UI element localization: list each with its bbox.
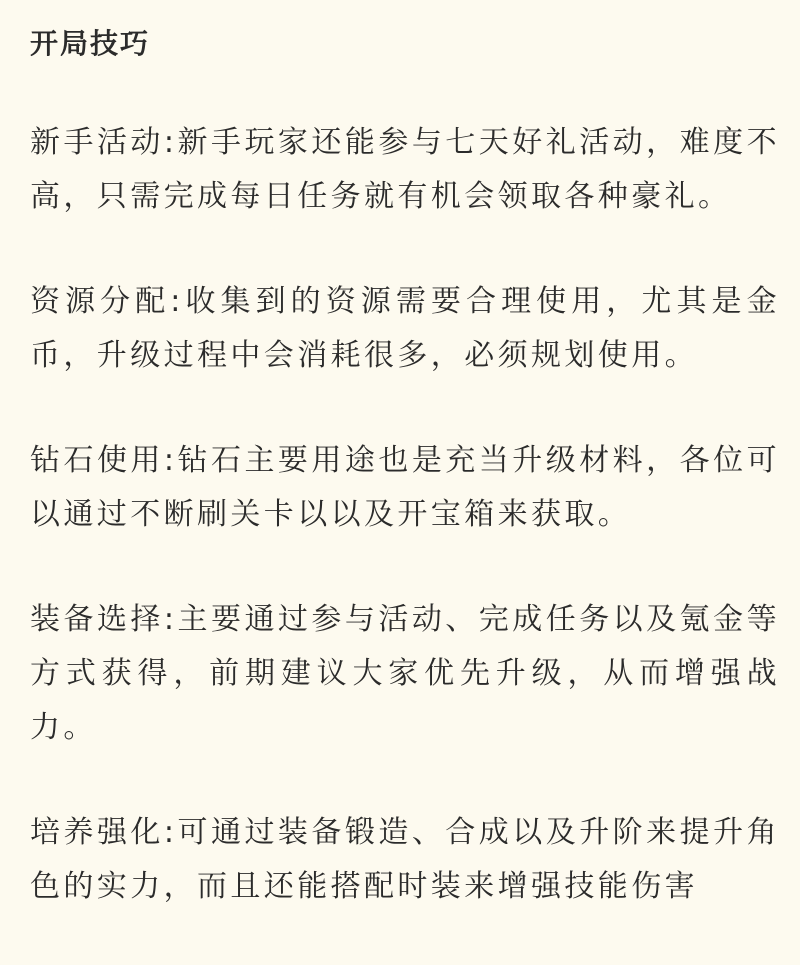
paragraph-resource-allocation: 资源分配:收集到的资源需要合理使用，尤其是金币，升级过程中会消耗很多，必须规划使用。 xyxy=(30,284,780,373)
paragraph-cultivation: 培养强化:可通过装备锻造、合成以及升阶来提升角色的实力，而且还能搭配时装来增强技能伤害 xyxy=(30,815,780,904)
paragraph-equipment-choice: 装备选择:主要通过参与活动、完成任务以及氪金等方式获得，前期建议大家优先升级，从而增强战力。 xyxy=(30,602,780,745)
paragraph-newbie-event: 新手活动:新手玩家还能参与七天好礼活动，难度不高，只需完成每日任务就有机会领取各种豪礼。 xyxy=(30,125,780,214)
paragraph-diamond-usage: 钻石使用:钻石主要用途也是充当升级材料，各位可以通过不断刷关卡以以及开宝箱来获取。 xyxy=(30,443,780,532)
article xyxy=(30,22,780,965)
article-heading: 开局技巧 xyxy=(30,27,151,60)
